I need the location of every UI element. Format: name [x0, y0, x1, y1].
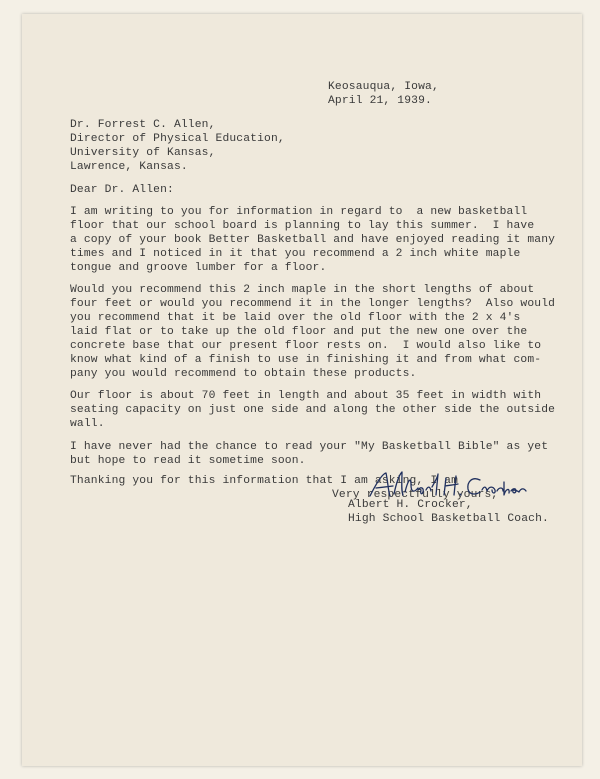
recipient-line: University of Kansas,: [70, 147, 216, 159]
place-line: Keosauqua, Iowa,: [328, 81, 439, 93]
signer-title: High School Basketball Coach.: [348, 513, 549, 525]
body-paragraph: I have never had the chance to read your "My Basketball Bible" as yet but hope to read it sometime soon.: [70, 441, 549, 467]
recipient-line: Dr. Forrest C. Allen,: [70, 119, 216, 131]
recipient-line: Lawrence, Kansas.: [70, 161, 188, 173]
body-paragraph: Thanking you for this information that I am asking, I am: [70, 475, 459, 487]
salutation: Dear Dr. Allen:: [70, 184, 174, 196]
recipient-line: Director of Physical Education,: [70, 133, 285, 145]
body-paragraph: I am writing to you for information in regard to a new basketball floor that our school board is planning to lay this summer. I have a copy of your book Better Basketball and have enjoyed reading it many times and I noticed in it that you recommend a 2 inch white maple tongue and groove lumber for a floor.: [70, 206, 556, 274]
closing: Very respectfully yours,: [332, 489, 499, 501]
body-paragraph: Would you recommend this 2 inch maple in the short lengths of about four feet or would you recommend it in the longer lengths? Also would you recommend that it be laid over the old floor with the 2 x 4's laid flat or to take up the old floor and put the new one over the concrete base that our present floor rests on. I would also like to know what kind of a finish to use in finishing it and from what com- pany you would recommend to obtain these products.: [70, 284, 556, 380]
signer-name: Albert H. Crocker,: [348, 499, 473, 511]
handwritten-signature: [366, 470, 531, 500]
body-paragraph: Our floor is about 70 feet in length and about 35 feet in width with seating capacity on just one side and along the other side the outside wall.: [70, 390, 556, 430]
date-line: April 21, 1939.: [328, 95, 432, 107]
